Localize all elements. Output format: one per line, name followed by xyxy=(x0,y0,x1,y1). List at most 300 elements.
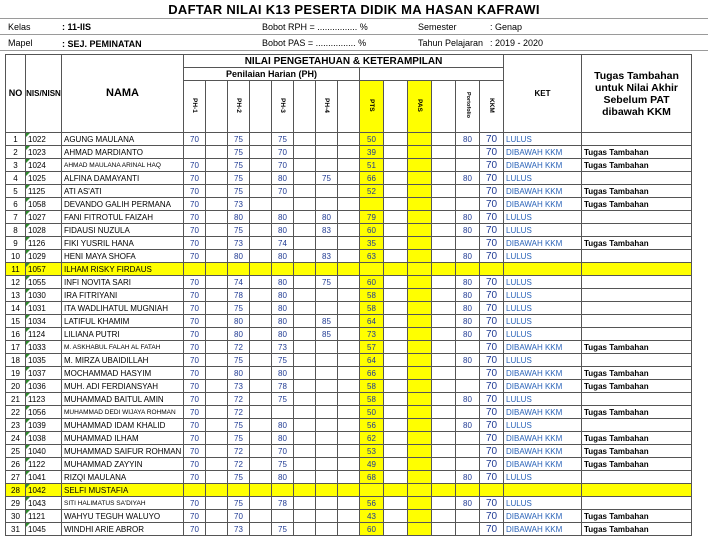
cell-ph3: 80 xyxy=(272,276,294,289)
cell-empty xyxy=(206,198,228,211)
cell-nis: 1037 xyxy=(26,367,62,380)
cell-empty xyxy=(432,250,456,263)
cell-ph2: 73 xyxy=(228,523,250,536)
cell-no: 17 xyxy=(6,341,26,354)
table-row xyxy=(6,354,692,367)
cell-pts: 58 xyxy=(360,380,384,393)
cell-ph1: 70 xyxy=(184,354,206,367)
cell-empty xyxy=(384,263,408,276)
cell-nis: 1041 xyxy=(26,471,62,484)
cell-nis: 1123 xyxy=(26,393,62,406)
cell-tugas xyxy=(582,250,692,263)
cell-empty xyxy=(384,172,408,185)
cell-pts: 56 xyxy=(360,497,384,510)
cell-ph4 xyxy=(316,393,338,406)
cell-tugas xyxy=(582,289,692,302)
cell-kkm: 70 xyxy=(480,133,504,146)
cell-ph4 xyxy=(316,406,338,419)
cell-tugas xyxy=(582,471,692,484)
cell-nama: INFI NOVITA SARI xyxy=(62,276,184,289)
cell-empty xyxy=(384,198,408,211)
cell-empty xyxy=(294,445,316,458)
cell-ph1: 70 xyxy=(184,497,206,510)
cell-empty xyxy=(250,185,272,198)
cell-empty xyxy=(250,523,272,536)
cell-pts: 60 xyxy=(360,523,384,536)
cell-empty xyxy=(294,432,316,445)
cell-tugas xyxy=(582,211,692,224)
cell-tugas: Tugas Tambahan xyxy=(582,198,692,211)
cell-ket: DIBAWAH KKM xyxy=(504,198,582,211)
cell-kkm: 70 xyxy=(480,237,504,250)
cell-empty xyxy=(338,328,360,341)
cell-ph2: 72 xyxy=(228,341,250,354)
cell-nis: 1035 xyxy=(26,354,62,367)
cell-nama: ALFINA DAMAYANTI xyxy=(62,172,184,185)
divider xyxy=(0,34,708,35)
bobot-pas: Bobot PAS = ................ % xyxy=(262,38,367,48)
cell-ph1: 70 xyxy=(184,276,206,289)
section-header: NILAI PENGETAHUAN & KETERAMPILAN xyxy=(184,55,504,68)
cell-ket: DIBAWAH KKM xyxy=(504,341,582,354)
mapel-label: Mapel xyxy=(8,38,33,48)
cell-empty xyxy=(432,185,456,198)
cell-empty xyxy=(250,211,272,224)
ph1-header: PH-1 xyxy=(191,97,198,113)
cell-empty xyxy=(384,211,408,224)
cell-empty xyxy=(206,289,228,302)
cell-pas xyxy=(408,445,432,458)
cell-ph1: 70 xyxy=(184,211,206,224)
cell-empty xyxy=(294,159,316,172)
cell-nama: LILIANA PUTRI xyxy=(62,328,184,341)
cell-ket: DIBAWAH KKM xyxy=(504,445,582,458)
cell-port xyxy=(456,263,480,276)
cell-empty xyxy=(250,380,272,393)
cell-empty xyxy=(206,341,228,354)
cell-port: 80 xyxy=(456,211,480,224)
cell-empty xyxy=(338,432,360,445)
cell-ph4 xyxy=(316,445,338,458)
cell-ph3: 75 xyxy=(272,523,294,536)
cell-pts: 79 xyxy=(360,211,384,224)
cell-pas xyxy=(408,393,432,406)
table-row xyxy=(6,133,692,146)
cell-empty xyxy=(384,354,408,367)
table-row xyxy=(6,510,692,523)
cell-kkm: 70 xyxy=(480,406,504,419)
cell-ph4 xyxy=(316,432,338,445)
cell-ph4 xyxy=(316,159,338,172)
cell-empty xyxy=(206,484,228,497)
cell-port xyxy=(456,458,480,471)
table-row xyxy=(6,276,692,289)
cell-port xyxy=(456,367,480,380)
cell-pas xyxy=(408,159,432,172)
cell-ket: DIBAWAH KKM xyxy=(504,159,582,172)
table-row xyxy=(6,315,692,328)
cell-pas xyxy=(408,341,432,354)
ph2-header: PH-2 xyxy=(235,97,242,113)
cell-pas xyxy=(408,250,432,263)
cell-nama: IRA FITRIYANI xyxy=(62,289,184,302)
cell-pts xyxy=(360,263,384,276)
cell-empty xyxy=(250,172,272,185)
cell-port xyxy=(456,484,480,497)
cell-ph1: 70 xyxy=(184,250,206,263)
cell-empty xyxy=(338,263,360,276)
cell-nama: FIKI YUSRIL HANA xyxy=(62,237,184,250)
cell-empty xyxy=(384,367,408,380)
cell-ph2: 72 xyxy=(228,458,250,471)
cell-tugas xyxy=(582,224,692,237)
cell-empty xyxy=(432,406,456,419)
cell-ph4 xyxy=(316,510,338,523)
cell-nis: 1029 xyxy=(26,250,62,263)
cell-ph4 xyxy=(316,367,338,380)
cell-nis: 1024 xyxy=(26,159,62,172)
cell-empty xyxy=(384,302,408,315)
cell-nama: MUHAMMAD DEDI WIJAYA ROHMAN xyxy=(62,406,184,419)
cell-port xyxy=(456,406,480,419)
cell-ph1: 70 xyxy=(184,445,206,458)
cell-empty xyxy=(384,276,408,289)
cell-tugas xyxy=(582,484,692,497)
cell-kkm: 70 xyxy=(480,419,504,432)
cell-port xyxy=(456,432,480,445)
cell-ph4 xyxy=(316,419,338,432)
cell-port: 80 xyxy=(456,354,480,367)
table-row xyxy=(6,302,692,315)
cell-kkm: 70 xyxy=(480,471,504,484)
cell-port xyxy=(456,380,480,393)
cell-ph4 xyxy=(316,198,338,211)
semester-label: Semester xyxy=(418,22,457,32)
cell-nis: 1056 xyxy=(26,406,62,419)
cell-empty xyxy=(250,146,272,159)
cell-empty xyxy=(384,484,408,497)
cell-nis: 1057 xyxy=(26,263,62,276)
cell-empty xyxy=(338,198,360,211)
cell-empty xyxy=(432,198,456,211)
cell-pas xyxy=(408,263,432,276)
cell-empty xyxy=(338,367,360,380)
cell-empty xyxy=(206,328,228,341)
pas-header: PAS xyxy=(416,98,423,112)
cell-empty xyxy=(250,263,272,276)
cell-ket: DIBAWAH KKM xyxy=(504,380,582,393)
cell-ph2: 72 xyxy=(228,445,250,458)
cell-empty xyxy=(384,458,408,471)
cell-no: 10 xyxy=(6,250,26,263)
cell-ph2: 74 xyxy=(228,276,250,289)
cell-port: 80 xyxy=(456,289,480,302)
cell-ph4 xyxy=(316,133,338,146)
cell-empty xyxy=(206,133,228,146)
cell-ph1: 70 xyxy=(184,302,206,315)
cell-empty xyxy=(250,315,272,328)
table-row xyxy=(6,224,692,237)
table-row xyxy=(6,198,692,211)
cell-kkm: 70 xyxy=(480,302,504,315)
cell-empty xyxy=(250,393,272,406)
cell-empty xyxy=(294,289,316,302)
cell-ph2: 73 xyxy=(228,198,250,211)
cell-pts: 73 xyxy=(360,328,384,341)
table-row xyxy=(6,341,692,354)
cell-nis: 1023 xyxy=(26,146,62,159)
cell-kkm: 70 xyxy=(480,289,504,302)
cell-nama: MOCHAMMAD HASYIM xyxy=(62,367,184,380)
cell-pas xyxy=(408,367,432,380)
cell-port: 80 xyxy=(456,133,480,146)
cell-pas xyxy=(408,224,432,237)
cell-port: 80 xyxy=(456,497,480,510)
cell-pts: 58 xyxy=(360,302,384,315)
cell-kkm: 70 xyxy=(480,458,504,471)
cell-nama: ITA WADLIHATUL MUGNIAH xyxy=(62,302,184,315)
cell-nama: LATIFUL KHAMIM xyxy=(62,315,184,328)
cell-empty xyxy=(384,406,408,419)
cell-empty xyxy=(250,328,272,341)
cell-ph3: 80 xyxy=(272,172,294,185)
cell-kkm: 70 xyxy=(480,211,504,224)
cell-ph2: 80 xyxy=(228,315,250,328)
cell-port xyxy=(456,510,480,523)
cell-empty xyxy=(250,497,272,510)
cell-empty xyxy=(294,380,316,393)
cell-empty xyxy=(206,302,228,315)
cell-empty xyxy=(432,341,456,354)
cell-empty xyxy=(432,133,456,146)
cell-pas xyxy=(408,484,432,497)
cell-empty xyxy=(250,432,272,445)
cell-ph2: 75 xyxy=(228,497,250,510)
cell-port: 80 xyxy=(456,224,480,237)
cell-ph4: 75 xyxy=(316,276,338,289)
cell-ket xyxy=(504,263,582,276)
cell-empty xyxy=(250,458,272,471)
cell-no: 12 xyxy=(6,276,26,289)
table-row xyxy=(6,172,692,185)
cell-ket: LULUS xyxy=(504,328,582,341)
cell-ph4 xyxy=(316,354,338,367)
cell-nama: MUHAMMAD ILHAM xyxy=(62,432,184,445)
cell-ph3: 80 xyxy=(272,289,294,302)
cell-pts: 62 xyxy=(360,432,384,445)
cell-empty xyxy=(432,276,456,289)
cell-pas xyxy=(408,198,432,211)
cell-no: 26 xyxy=(6,458,26,471)
cell-empty xyxy=(206,367,228,380)
cell-ph1: 70 xyxy=(184,172,206,185)
cell-empty xyxy=(206,432,228,445)
cell-tugas: Tugas Tambahan xyxy=(582,510,692,523)
cell-ph3: 75 xyxy=(272,393,294,406)
cell-empty xyxy=(338,510,360,523)
cell-empty xyxy=(384,146,408,159)
nama-header: NAMA xyxy=(62,55,184,133)
cell-ket: LULUS xyxy=(504,471,582,484)
cell-tugas xyxy=(582,172,692,185)
cell-empty xyxy=(384,250,408,263)
cell-empty xyxy=(384,341,408,354)
cell-kkm: 70 xyxy=(480,510,504,523)
cell-pas xyxy=(408,432,432,445)
cell-ph4 xyxy=(316,471,338,484)
cell-empty xyxy=(432,380,456,393)
cell-empty xyxy=(206,172,228,185)
cell-pts: 60 xyxy=(360,276,384,289)
cell-kkm: 70 xyxy=(480,198,504,211)
cell-empty xyxy=(384,380,408,393)
cell-ph1: 70 xyxy=(184,289,206,302)
cell-port: 80 xyxy=(456,471,480,484)
cell-empty xyxy=(250,159,272,172)
cell-ph3 xyxy=(272,406,294,419)
cell-empty xyxy=(294,393,316,406)
cell-pas xyxy=(408,523,432,536)
cell-pts: 39 xyxy=(360,146,384,159)
table-row xyxy=(6,367,692,380)
cell-pts: 64 xyxy=(360,354,384,367)
cell-empty xyxy=(338,523,360,536)
cell-empty xyxy=(294,250,316,263)
cell-empty xyxy=(206,211,228,224)
cell-nis: 1121 xyxy=(26,510,62,523)
cell-no: 30 xyxy=(6,510,26,523)
cell-empty xyxy=(432,484,456,497)
cell-pas xyxy=(408,289,432,302)
cell-port: 80 xyxy=(456,393,480,406)
tahun-label: Tahun Pelajaran xyxy=(418,38,484,48)
cell-pas xyxy=(408,237,432,250)
kkm-header: KKM xyxy=(488,97,495,113)
cell-ph1 xyxy=(184,484,206,497)
cell-empty xyxy=(338,224,360,237)
divider xyxy=(0,50,708,51)
cell-empty xyxy=(294,133,316,146)
cell-ph2 xyxy=(228,484,250,497)
kelas-value: : 11-IIS xyxy=(62,22,92,32)
cell-pas xyxy=(408,146,432,159)
nis-header: NIS/NISN xyxy=(26,55,62,133)
cell-ph3: 70 xyxy=(272,159,294,172)
cell-ph1: 70 xyxy=(184,367,206,380)
ph-group-header: Penilaian Harian (PH) xyxy=(184,68,360,81)
cell-ph2: 75 xyxy=(228,224,250,237)
cell-no: 19 xyxy=(6,367,26,380)
cell-empty xyxy=(206,510,228,523)
cell-empty xyxy=(338,159,360,172)
cell-kkm: 70 xyxy=(480,250,504,263)
cell-pts: 58 xyxy=(360,289,384,302)
cell-no: 21 xyxy=(6,393,26,406)
cell-empty xyxy=(384,510,408,523)
cell-pts: 63 xyxy=(360,250,384,263)
cell-pts: 64 xyxy=(360,315,384,328)
cell-port xyxy=(456,198,480,211)
cell-empty xyxy=(250,250,272,263)
cell-no: 15 xyxy=(6,315,26,328)
cell-empty xyxy=(384,523,408,536)
mapel-value: : SEJ. PEMINATAN xyxy=(62,39,142,49)
cell-ph1: 70 xyxy=(184,328,206,341)
cell-pas xyxy=(408,302,432,315)
cell-nis: 1031 xyxy=(26,302,62,315)
cell-empty xyxy=(206,159,228,172)
cell-ket: DIBAWAH KKM xyxy=(504,185,582,198)
cell-ph3 xyxy=(272,484,294,497)
cell-empty xyxy=(206,458,228,471)
cell-tugas: Tugas Tambahan xyxy=(582,380,692,393)
cell-empty xyxy=(294,185,316,198)
cell-ket: LULUS xyxy=(504,302,582,315)
cell-empty xyxy=(294,211,316,224)
cell-nama: ATI AS'ATI xyxy=(62,185,184,198)
cell-ph3: 80 xyxy=(272,419,294,432)
cell-nis: 1027 xyxy=(26,211,62,224)
cell-empty xyxy=(338,380,360,393)
cell-kkm: 70 xyxy=(480,445,504,458)
cell-nama: M. ASKHABUL FALAH AL FATAH xyxy=(62,341,184,354)
cell-ph2: 80 xyxy=(228,250,250,263)
cell-ph3: 80 xyxy=(272,315,294,328)
cell-tugas xyxy=(582,354,692,367)
tugas-header: Tugas Tambahan untuk Nilai Akhir Sebelum PAT dibawah KKM xyxy=(582,55,692,133)
cell-empty xyxy=(384,185,408,198)
cell-nis: 1124 xyxy=(26,328,62,341)
cell-pts xyxy=(360,198,384,211)
cell-ph2: 73 xyxy=(228,380,250,393)
cell-empty xyxy=(294,406,316,419)
cell-empty xyxy=(294,198,316,211)
semester-value: : Genap xyxy=(490,22,523,32)
cell-empty xyxy=(294,419,316,432)
kelas-label: Kelas xyxy=(8,22,31,32)
cell-empty xyxy=(294,510,316,523)
cell-ket: LULUS xyxy=(504,393,582,406)
cell-empty xyxy=(250,276,272,289)
cell-pts: 49 xyxy=(360,458,384,471)
cell-nama: MUHAMMAD ZAYYIN xyxy=(62,458,184,471)
cell-empty xyxy=(432,315,456,328)
cell-empty xyxy=(384,159,408,172)
cell-kkm: 70 xyxy=(480,172,504,185)
cell-tugas xyxy=(582,302,692,315)
cell-empty xyxy=(294,172,316,185)
cell-ph4 xyxy=(316,185,338,198)
cell-tugas: Tugas Tambahan xyxy=(582,445,692,458)
cell-ph3: 80 xyxy=(272,471,294,484)
cell-no: 18 xyxy=(6,354,26,367)
cell-nis: 1126 xyxy=(26,237,62,250)
cell-nis: 1040 xyxy=(26,445,62,458)
cell-tugas: Tugas Tambahan xyxy=(582,159,692,172)
cell-pas xyxy=(408,172,432,185)
cell-pas xyxy=(408,276,432,289)
cell-pas xyxy=(408,315,432,328)
cell-port xyxy=(456,185,480,198)
cell-nis: 1030 xyxy=(26,289,62,302)
cell-kkm: 70 xyxy=(480,497,504,510)
table-row xyxy=(6,289,692,302)
cell-pas xyxy=(408,133,432,146)
cell-no: 13 xyxy=(6,289,26,302)
cell-ph4 xyxy=(316,497,338,510)
cell-empty xyxy=(432,354,456,367)
cell-empty xyxy=(432,393,456,406)
